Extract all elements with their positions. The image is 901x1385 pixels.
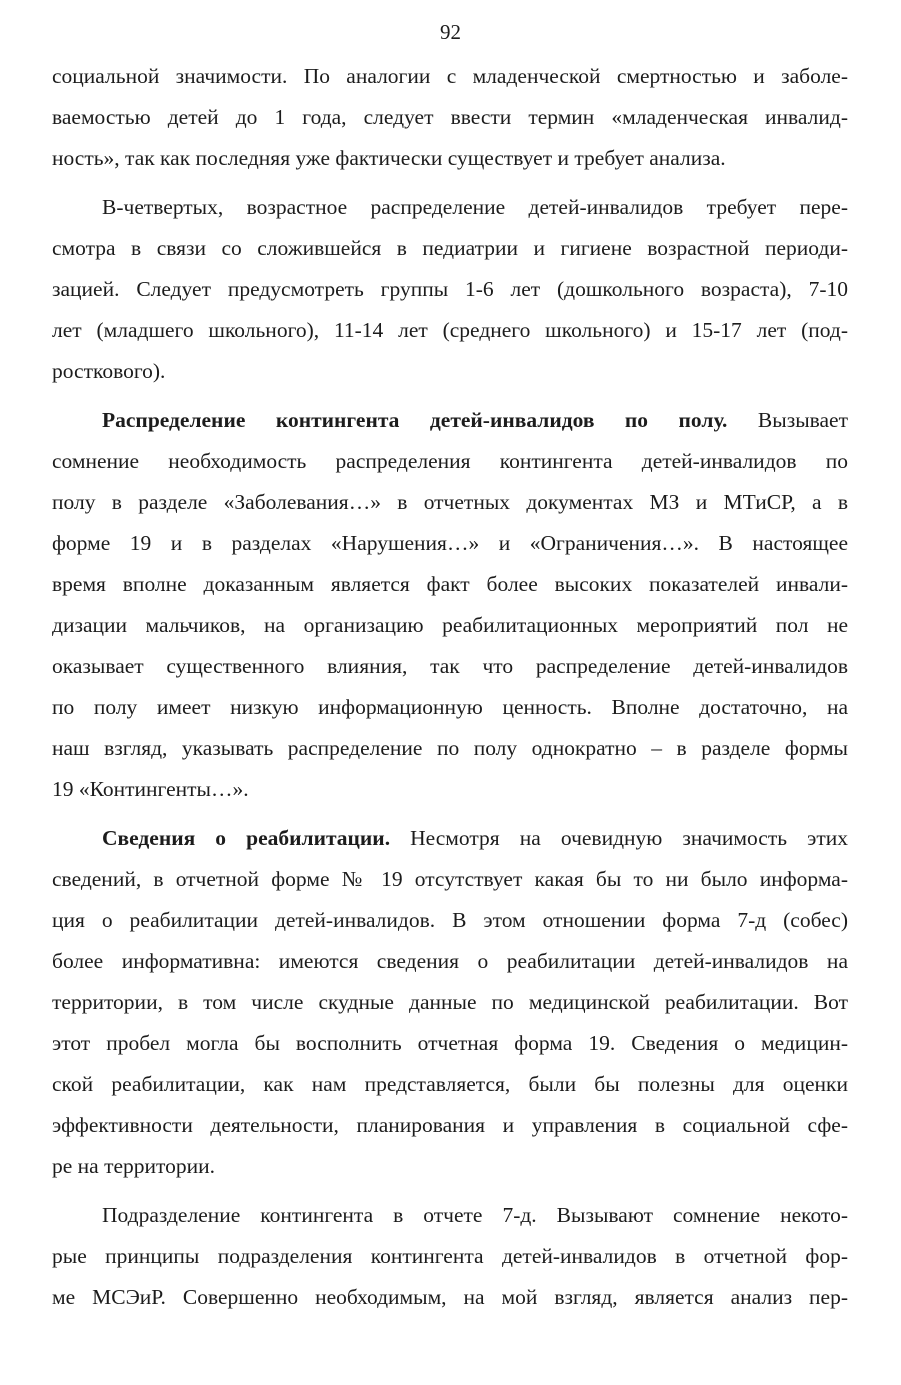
text-line: рые принципы подразделения контингента детей-инвалидов в отчетной фор- (52, 1244, 848, 1268)
text-line: дизации мальчиков, на организацию реабилитационных мероприятий пол не (52, 613, 848, 637)
text-line: ность», так как последняя уже фактически существует и требует анализа. (52, 146, 726, 170)
text-line (52, 818, 848, 859)
text-line: более информативна: имеются сведения о реабилитации детей-инвалидов на (52, 949, 848, 973)
text-line: Подразделение контингента в отчете 7-д. Вызывают сомнение некото- (102, 1203, 848, 1227)
text-run: Несмотря на очевидную значимость этих (390, 826, 849, 850)
paragraph (52, 400, 848, 810)
document-body (52, 56, 848, 1318)
paragraph (52, 56, 848, 179)
section-heading: Сведения о реабилитации. (102, 826, 391, 850)
text-line: сведений, в отчетной форме № 19 отсутствует какая бы то ни было информа- (52, 867, 848, 891)
text-line: росткового). (52, 359, 166, 383)
text-line: время вполне доказанным является факт более высоких показателей инвали- (52, 572, 848, 596)
text-line: полу в разделе «Заболевания…» в отчетных документах МЗ и МТиСР, а в (52, 490, 848, 514)
text-line: В-четвертых, возрастное распределение детей-инвалидов требует пере- (102, 195, 848, 219)
text-line: ваемостью детей до 1 года, следует ввести термин «младенческая инвалид- (52, 105, 848, 129)
text-run: Вызывает (727, 408, 848, 432)
text-line: лет (младшего школьного), 11-14 лет (среднего школьного) и 15-17 лет (под- (52, 318, 848, 342)
text-line: сомнение необходимость распределения контингента детей-инвалидов по (52, 449, 848, 473)
text-line: ция о реабилитации детей-инвалидов. В этом отношении форма 7-д (собес) (52, 908, 848, 932)
paragraph (52, 187, 848, 392)
text-line: зацией. Следует предусмотреть группы 1-6 лет (дошкольного возраста), 7-10 (52, 277, 848, 301)
text-line: ской реабилитации, как нам представляется, были бы полезны для оценки (52, 1072, 848, 1096)
section-heading: Распределение контингента детей-инвалидов по полу. (102, 408, 728, 432)
text-line: оказывает существенного влияния, так что распределение детей-инвалидов (52, 654, 848, 678)
text-line: эффективности деятельности, планирования и управления в социальной сфе- (52, 1113, 848, 1137)
text-line: ре на территории. (52, 1154, 216, 1178)
text-line: смотра в связи со сложившейся в педиатрии и гигиене возрастной периоди- (52, 236, 848, 260)
text-line: наш взгляд, указывать распределение по полу однократно – в разделе формы (52, 736, 848, 760)
text-line: территории, в том числе скудные данные по медицинской реабилитации. Вот (52, 990, 848, 1014)
text-line (52, 400, 848, 441)
paragraph (52, 818, 848, 1187)
paragraph (52, 1195, 848, 1318)
page-number: 92 (440, 20, 461, 44)
text-line: форме 19 и в разделах «Нарушения…» и «Ограничения…». В настоящее (52, 531, 848, 555)
text-line: социальной значимости. По аналогии с младенческой смертностью и заболе- (52, 64, 848, 88)
text-line: по полу имеет низкую информационную ценность. Вполне достаточно, на (52, 695, 848, 719)
text-line: этот пробел могла бы восполнить отчетная форма 19. Сведения о медицин- (52, 1031, 848, 1055)
text-line: 19 «Контингенты…». (52, 777, 249, 801)
text-line: ме МСЭиР. Совершенно необходимым, на мой взгляд, является анализ пер- (52, 1285, 848, 1309)
